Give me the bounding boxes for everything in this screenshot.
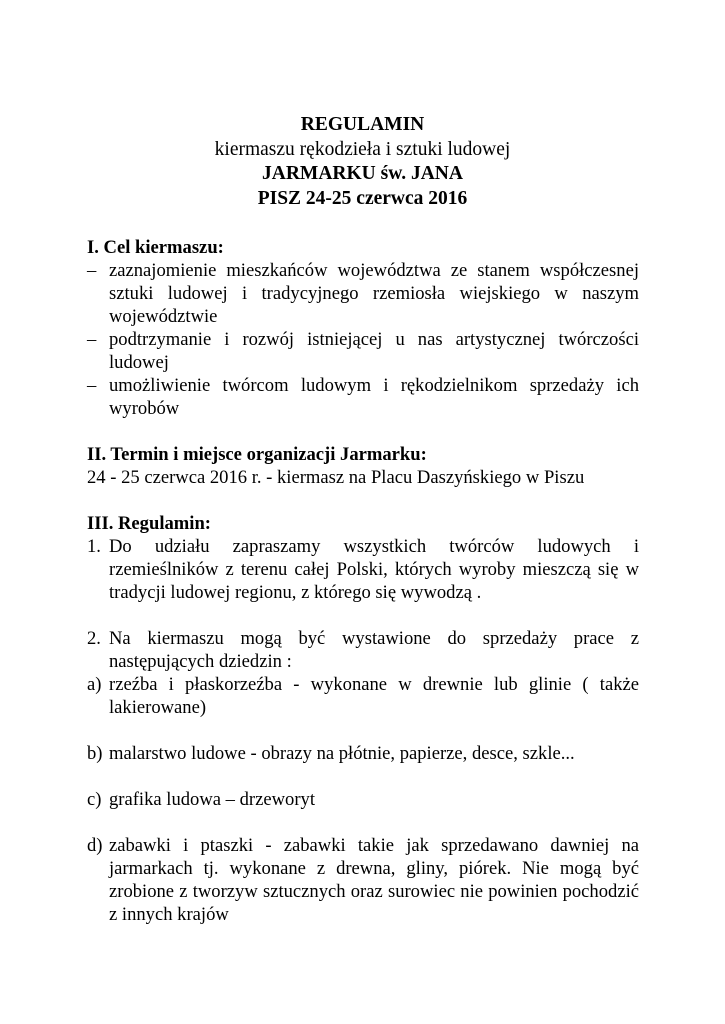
section-3-heading: III. Regulamin: (87, 513, 211, 534)
rule-2 (87, 627, 639, 673)
rule-2c-text: grafika ludowa – drzeworyt (109, 789, 316, 810)
rule-2d (87, 834, 639, 926)
bullet-dash: – (87, 329, 97, 350)
rule-2a (87, 673, 639, 719)
rule-2d-text: zabawki i ptaszki - zabawki takie jak sprzedawano dawniej na jarmarkach tj. wykonane z drewna, gliny, piórek. Nie mogą być zrobione z tworzyw sztucznych oraz surowiec nie powinien pochodzić z innych krajów (109, 835, 639, 925)
rule-1 (87, 535, 639, 604)
rule-2a-marker: a) (87, 674, 102, 695)
title-event-name: JARMARKU św. JANA (262, 163, 463, 184)
document-body (87, 236, 639, 926)
rule-2a-text: rzeźba i płaskorzeźba - wykonane w drewnie lub glinie ( także lakierowane) (109, 674, 639, 718)
section-2-heading: II. Termin i miejsce organizacji Jarmarku: (87, 444, 427, 465)
bullet-dash: – (87, 375, 97, 396)
rule-2b-text: malarstwo ludowe - obrazy na płótnie, papierze, desce, szkle... (109, 743, 575, 764)
section-1-item-text: podtrzymanie i rozwój istniejącej u nas artystycznej twórczości ludowej (109, 329, 639, 373)
rule-2-text: Na kiermaszu mogą być wystawione do sprzedaży prace z następujących dziedzin : (109, 628, 639, 672)
section-1-heading: I. Cel kiermaszu: (87, 237, 224, 258)
section-2-text: 24 - 25 czerwca 2016 r. - kiermasz na Placu Daszyńskiego w Piszu (87, 467, 585, 488)
rule-2b-marker: b) (87, 743, 103, 764)
section-1-item-text: zaznajomienie mieszkańców województwa ze stanem współczesnej sztuki ludowej i tradycyjnego rzemiosła wiejskiego w naszym województwie (109, 260, 639, 327)
title-event-date: PISZ 24-25 czerwca 2016 (257, 187, 468, 209)
rule-2c (87, 788, 639, 811)
title-regulamin: REGULAMIN (300, 114, 425, 135)
title-subtitle: kiermaszu rękodzieła i sztuki ludowej (214, 138, 511, 160)
section-1-item (87, 374, 639, 420)
rule-2b (87, 742, 639, 765)
section-1-item (87, 328, 639, 374)
rule-2c-marker: c) (87, 789, 102, 810)
section-1-item-text: umożliwienie twórcom ludowym i rękodzielnikom sprzedaży ich wyrobów (109, 375, 639, 419)
rule-2-marker: 2. (87, 628, 101, 649)
bullet-dash: – (87, 260, 97, 281)
rule-1-text: Do udziału zapraszamy wszystkich twórców ludowych i rzemieślników z terenu całej Polski, których wyroby mieszczą się w tradycji ludowej regionu, z którego się wywodzą . (109, 536, 639, 603)
section-1-item (87, 259, 639, 328)
document-title (0, 113, 725, 211)
rule-2d-marker: d) (87, 835, 103, 856)
rule-1-marker: 1. (87, 536, 101, 557)
